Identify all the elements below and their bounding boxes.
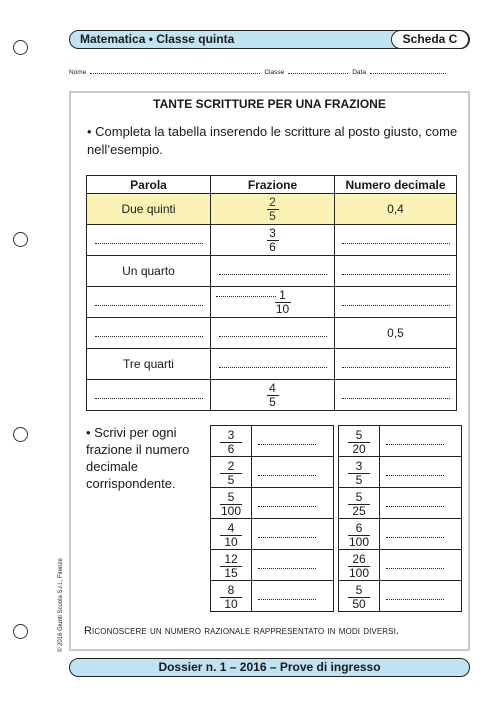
fraction-cell: $\frac{6}{100}$	[339, 519, 380, 550]
binder-hole-1	[13, 40, 28, 55]
decimal-cell: 0,5	[335, 318, 457, 349]
fraction-cell: $\frac{2}{5}$	[211, 457, 252, 488]
fraction-cell: $\frac{5}{50}$	[339, 581, 380, 612]
table-header-row	[87, 176, 457, 194]
decimal-answer-field[interactable]	[335, 349, 457, 380]
word-cell: Un quarto	[87, 256, 211, 287]
fraction-table	[86, 175, 457, 411]
decimal-answer-field[interactable]	[380, 457, 462, 488]
decimal-answer-field[interactable]	[335, 225, 457, 256]
word-answer-field[interactable]	[87, 225, 211, 256]
fraction-answer-field[interactable]	[211, 318, 335, 349]
class-label: Classe	[264, 69, 285, 76]
decimal-answer-field[interactable]	[252, 581, 334, 612]
instruction-text: • Completa la tabella inserendo le scritture al posto giusto, come nell’esempio.	[87, 124, 458, 157]
instruction-2-text: • Scrivi per ogni frazione il numero decimale corrispondente.	[86, 425, 190, 491]
subject-label: Matematica • Classe quinta	[80, 32, 235, 46]
table-row	[87, 349, 457, 380]
decimal-answer-field[interactable]	[380, 519, 462, 550]
fraction-cell: $\frac{8}{10}$	[211, 581, 252, 612]
fraction: $\frac{4}{5}$	[267, 382, 279, 409]
decimal-answer-field[interactable]	[380, 550, 462, 581]
fraction: $\frac{2}{5}$	[267, 196, 279, 223]
date-field[interactable]	[370, 67, 446, 74]
footer-bar: Dossier n. 1 – 2016 – Prove di ingresso	[69, 658, 470, 677]
fraction-cell: $\frac{3}{6}$	[211, 426, 252, 457]
table-row	[339, 550, 462, 581]
fraction-cell: $\frac{5}{25}$	[339, 488, 380, 519]
table-row	[87, 380, 457, 411]
fraction-cell	[211, 225, 335, 256]
binder-hole-3	[13, 427, 28, 442]
table-row	[211, 457, 334, 488]
right-fraction-table	[338, 425, 462, 612]
table-row	[87, 194, 457, 225]
fraction-cell: $\frac{5}{20}$	[339, 426, 380, 457]
word-cell: Tre quarti	[87, 349, 211, 380]
decimal-answer-field[interactable]	[252, 519, 334, 550]
table-row	[87, 318, 457, 349]
table-row	[339, 457, 462, 488]
fraction-cell	[211, 287, 335, 318]
table-row	[211, 519, 334, 550]
table-row	[339, 488, 462, 519]
word-answer-field[interactable]	[87, 318, 211, 349]
decimal-answer-field[interactable]	[252, 426, 334, 457]
objective-note: Riconoscere un numero razionale rappresentato in modi diversi.	[84, 625, 400, 637]
class-field[interactable]	[288, 67, 348, 74]
table-row	[87, 287, 457, 318]
fraction-cell: $\frac{4}{10}$	[211, 519, 252, 550]
left-fraction-table	[210, 425, 334, 612]
table-row	[87, 225, 457, 256]
header-bar	[69, 30, 470, 49]
fraction: $\frac{3}{6}$	[267, 227, 279, 254]
fraction-answer-field[interactable]	[211, 256, 335, 287]
scheda-label: Scheda C	[391, 30, 469, 49]
fraction-cell: $\frac{26}{100}$	[339, 550, 380, 581]
fraction-cell: $\frac{3}{5}$	[339, 457, 380, 488]
decimal-answer-field[interactable]	[252, 457, 334, 488]
fraction-answer-field[interactable]	[211, 349, 335, 380]
word-cell: Due quinti	[87, 194, 211, 225]
decimal-answer-field[interactable]	[335, 380, 457, 411]
table-row	[211, 581, 334, 612]
header-parola: Parola	[87, 176, 211, 194]
decimal-answer-field[interactable]	[252, 488, 334, 519]
fraction-cell: $\frac{5}{100}$	[211, 488, 252, 519]
fraction: $\frac{1}{10}$	[275, 288, 290, 316]
table-row	[211, 550, 334, 581]
table-row	[339, 581, 462, 612]
decimal-answer-field[interactable]	[380, 581, 462, 612]
date-label: Data	[352, 69, 366, 76]
name-field[interactable]	[90, 67, 260, 74]
table-row	[339, 519, 462, 550]
header-decimale: Numero decimale	[335, 176, 457, 194]
page-title: TANTE SCRITTURE PER UNA FRAZIONE	[153, 97, 386, 111]
table-row	[211, 426, 334, 457]
student-info-row	[69, 67, 470, 76]
word-answer-field[interactable]	[87, 380, 211, 411]
decimal-answer-field[interactable]	[380, 426, 462, 457]
decimal-answer-field[interactable]	[335, 256, 457, 287]
decimal-answer-field[interactable]	[335, 287, 457, 318]
header-frazione: Frazione	[211, 176, 335, 194]
table-row	[211, 488, 334, 519]
fraction-cell: $\frac{12}{15}$	[211, 550, 252, 581]
name-label: Nome	[69, 69, 87, 76]
table-row	[339, 426, 462, 457]
fraction-answer-field[interactable]	[216, 290, 276, 297]
binder-hole-4	[13, 624, 28, 639]
fraction-cell	[211, 194, 335, 225]
decimal-answer-field[interactable]	[380, 488, 462, 519]
word-answer-field[interactable]	[87, 287, 211, 318]
binder-hole-2	[13, 232, 28, 247]
copyright-text: © 2016 Giunti Scuola S.r.l., Firenze	[58, 558, 64, 652]
fraction-cell	[211, 380, 335, 411]
decimal-cell: 0,4	[335, 194, 457, 225]
table-row	[87, 256, 457, 287]
decimal-answer-field[interactable]	[252, 550, 334, 581]
